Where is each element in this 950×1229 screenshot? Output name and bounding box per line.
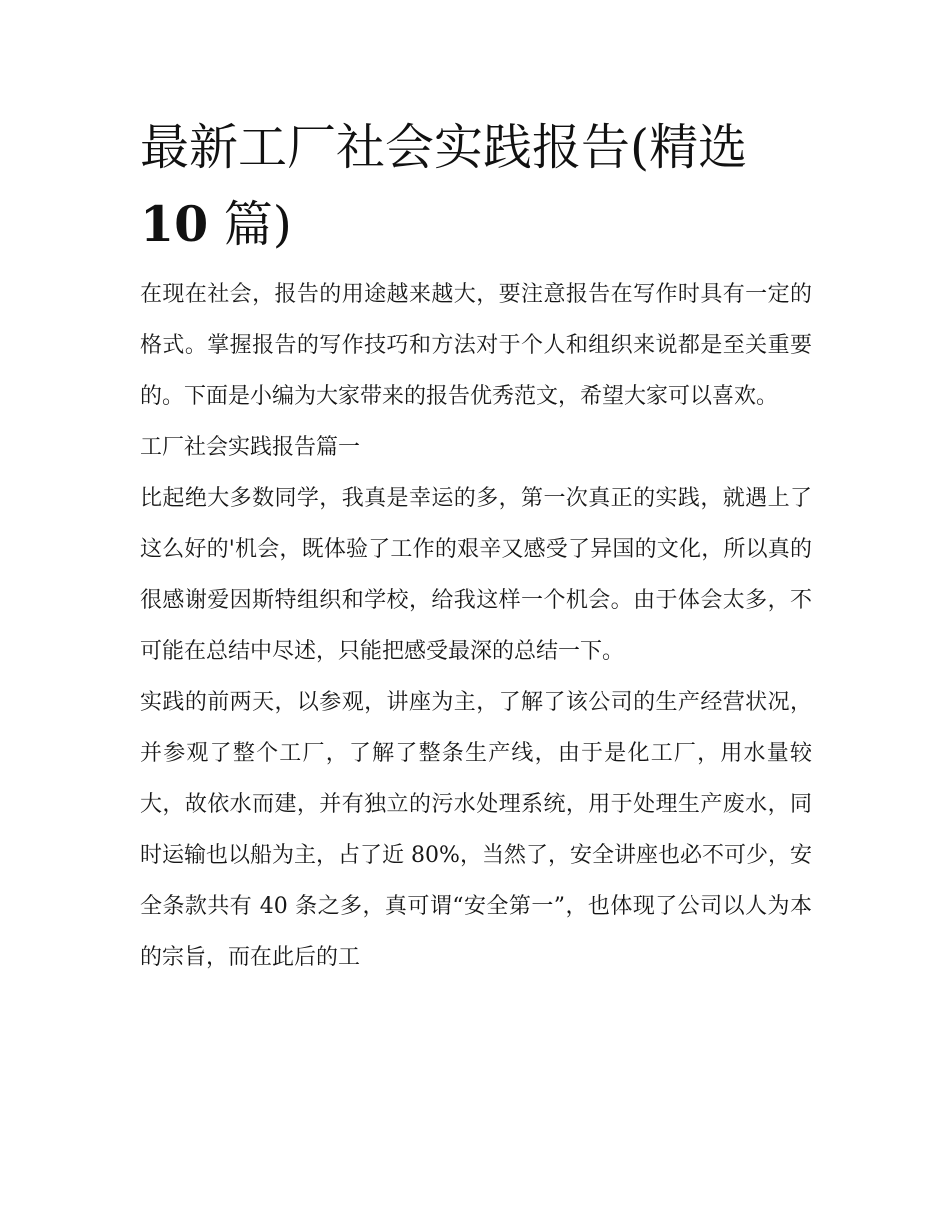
title-line-2: 篇): [208, 196, 292, 253]
section-heading: 工厂社会实践报告篇一: [140, 435, 361, 460]
document-title: [140, 110, 812, 263]
intro-paragraph: 在现在社会，报告的用途越来越大，要注意报告在写作时具有一定的格式。掌握报告的写作技巧和方法对于个人和组织来说都是至关重要的。下面是小编为大家带来的报告优秀范文，希望大家可以喜欢。: [140, 282, 812, 409]
document-body: [140, 110, 812, 983]
body-paragraph-1: 比起绝大多数同学，我真是幸运的多，第一次真正的实践，就遇上了这么好的'机会，既体验了工作的艰辛又感受了异国的文化，所以真的很感谢爱因斯特组织和学校，给我这样一个机会。由于体会太多，不可能在总结中尽述，只能把感受最深的总结一下。: [140, 486, 812, 664]
title-line-1: 最新工厂社会实践报告(精选: [140, 119, 748, 176]
title-number: 10: [140, 195, 209, 253]
body-paragraph-2: 实践的前两天，以参观，讲座为主，了解了该公司的生产经营状况，并参观了整个工厂，了解了整条生产线，由于是化工厂，用水量较大，故依水而建，并有独立的污水处理系统，用于处理生产废水，同时运输也以船为主，占了近 80%，当然了，安全讲座也必不可少，安全条款共有 40 条之多，真可谓“安全第一”，也体现了公司以人为本的宗旨，而在此后的工: [140, 690, 812, 970]
